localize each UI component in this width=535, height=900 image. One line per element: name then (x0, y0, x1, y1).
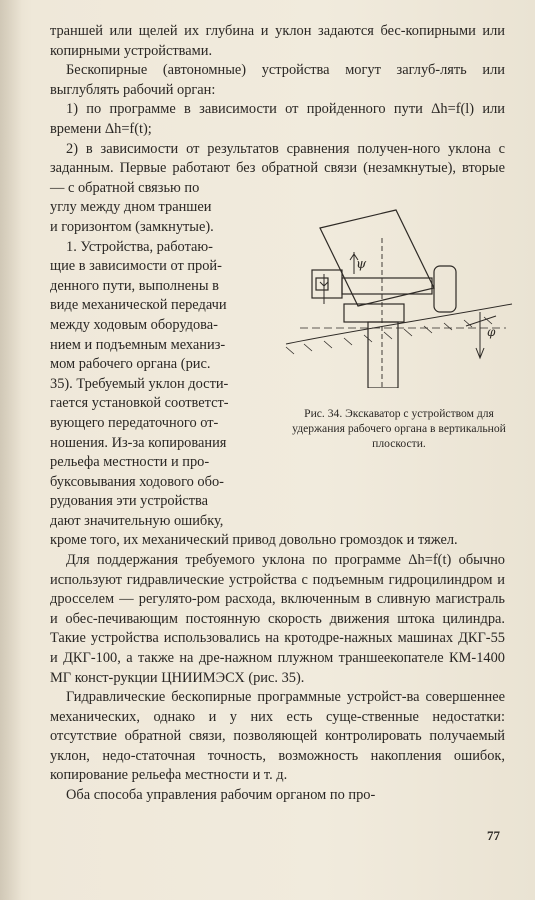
paragraph-5: кроме того, их механический привод довольно громоздок и тяжел. (50, 532, 458, 549)
paragraph-2: Бескопирные (автономные) устройства могут заглуб-лять или выглублять рабочий орган: (50, 62, 505, 98)
figure-34 (284, 208, 514, 451)
narrow-line: рельефа местности и про- (50, 454, 210, 471)
paragraph-1: траншей или щелей их глубина и уклон задаются бес-копирными или копирными устройствами. (50, 23, 505, 59)
narrow-line: виде механической передачи (50, 297, 227, 314)
psi-label: ψ (356, 257, 367, 272)
narrow-line: вующего передаточного от- (50, 414, 219, 431)
narrow-line: 1. Устройства, работаю- (66, 238, 213, 255)
paragraph-8: Оба способа управления рабочим органом по про- (66, 787, 376, 804)
narrow-line: ношения. Из-за копирования (50, 434, 227, 451)
narrow-line: углу между дном траншеи (50, 199, 212, 216)
narrow-line: денного пути, выполнены в (50, 277, 219, 294)
figure-caption: Рис. 34. Экскаватор с устройством для удержания рабочего органа в вертикальной плоскости. (292, 407, 506, 450)
narrow-line: и горизонтом (замкнутые). (50, 218, 214, 235)
paragraph-6: Для поддержания требуемого уклона по программе Δh=f(t) обычно используют гидравлические устройства с подъемным гидроцилиндром и дросселем — регулято-ром расхода, включенным в сливную магистраль и обес-печивающим постоянную скорость движения штока цилиндра. Такие устройства использовались на кротодре-нажных машинах ДКГ-55 и ДКГ-100, а также на дре-нажном плужном траншеекопателе КМ-1400 МГ конст-рукции ЦНИИМЭСХ (рис. 35). (50, 551, 505, 686)
narrow-line: буксовывания ходового обо- (50, 473, 224, 490)
excavator-diagram (284, 208, 514, 388)
narrow-line: мом рабочего органа (рис. (50, 356, 211, 373)
page-number: 77 (487, 828, 500, 843)
paragraph-3: 1) по программе в зависимости от пройденного пути Δh=f(l) или времени Δh=f(t); (50, 101, 505, 137)
narrow-line: между ходовым оборудова- (50, 316, 218, 333)
narrow-line: дают значительную ошибку, (50, 512, 224, 529)
narrow-line: щие в зависимости от прой- (50, 258, 222, 275)
paragraph-4: 2) в зависимости от результатов сравнения получен-ного уклона с заданным. Первые работают без обратной связи (незамкнутые), вторые — с обратной связью по (50, 140, 505, 196)
narrow-line: гается установкой соответст- (50, 395, 229, 412)
page-fold-shadow (0, 0, 22, 900)
narrow-line: 35). Требуемый уклон дости- (50, 375, 229, 392)
paragraph-7: Гидравлические бескопирные программные устройст-ва совершеннее механических, однако и у них есть суще-ственные недостатки: отсутствие обратной связи, позволяющей контролировать получаемый уклон, недо-статочная точность, возможность накопления ошибок, копирование рельефа местности и т. д. (50, 689, 505, 784)
narrow-line: нием и подъемным механиз- (50, 336, 226, 353)
narrow-line: рудования эти устройства (50, 493, 208, 510)
phi-label: φ (487, 325, 496, 339)
